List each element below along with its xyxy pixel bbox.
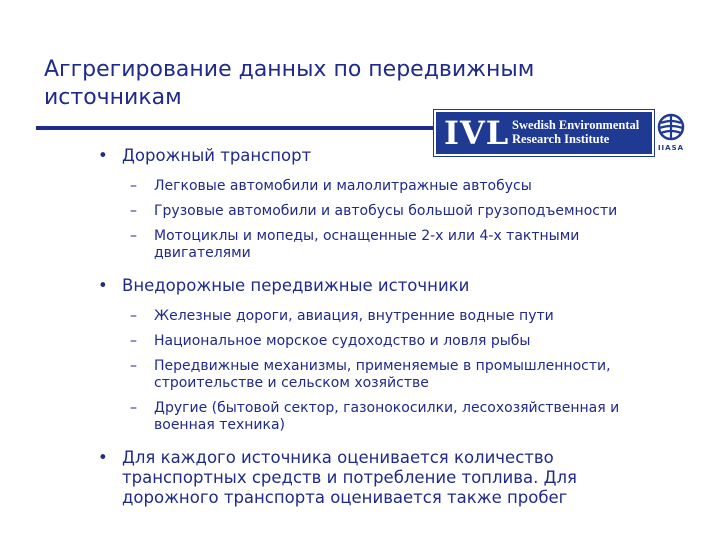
- sub-item: [96, 358, 656, 392]
- ivl-logo-line1: Swedish Environmental: [512, 118, 640, 132]
- sub-item: [96, 333, 656, 350]
- sub-item-text: Передвижные механизмы, применяемые в промышленности, строительстве и сельском хозяйстве: [154, 358, 611, 391]
- dash-symbol: –: [130, 308, 137, 324]
- bullet-text: Внедорожные передвижные источники: [122, 276, 470, 295]
- ivl-logo-text: [512, 118, 639, 146]
- bullet-item: [96, 276, 656, 296]
- ivl-logo-letters: IVL: [444, 114, 510, 152]
- bullet-list: [96, 146, 656, 508]
- iiasa-label: IIASA: [657, 144, 685, 152]
- sub-item: [96, 178, 656, 195]
- sub-item: [96, 228, 656, 262]
- iiasa-logo: [656, 112, 686, 156]
- sub-item-text: Национальное морское судоходство и ловля рыбы: [154, 333, 531, 349]
- sub-item: [96, 203, 656, 220]
- sub-item-text: Другие (бытовой сектор, газонокосилки, лесохозяйственная и военная техника): [154, 400, 620, 433]
- dash-symbol: –: [130, 333, 137, 349]
- dash-symbol: –: [130, 203, 137, 219]
- sub-item-text: Железные дороги, авиация, внутренние водные пути: [154, 308, 554, 324]
- sub-item-text: Мотоциклы и мопеды, оснащенные 2-х или 4-х тактными двигателями: [154, 228, 580, 261]
- dash-symbol: –: [130, 178, 137, 194]
- sub-item: [96, 308, 656, 325]
- bullet-item: [96, 146, 656, 166]
- sub-item-text: Легковые автомобили и малолитражные автобусы: [154, 178, 532, 194]
- bullet-item: [96, 448, 656, 508]
- title-underline: [36, 126, 436, 130]
- dash-symbol: –: [130, 228, 137, 244]
- sub-item-text: Грузовые автомобили и автобусы большой грузоподъемности: [154, 203, 618, 219]
- bullet-symbol: •: [98, 448, 108, 467]
- bullet-symbol: •: [98, 276, 108, 295]
- bullet-text: Для каждого источника оценивается количество транспортных средств и потребление топлива. Для дорожного транспорта оценивается также пробег: [122, 448, 577, 507]
- iiasa-globe-icon: [656, 112, 686, 144]
- bullet-text: Дорожный транспорт: [122, 146, 312, 165]
- sub-item: [96, 400, 656, 434]
- ivl-logo-line2: Research Institute: [512, 132, 610, 146]
- slide-title: Аггрегирование данных по передвижным источникам: [44, 57, 535, 110]
- dash-symbol: –: [130, 358, 137, 374]
- dash-symbol: –: [130, 400, 137, 416]
- bullet-symbol: •: [98, 146, 108, 165]
